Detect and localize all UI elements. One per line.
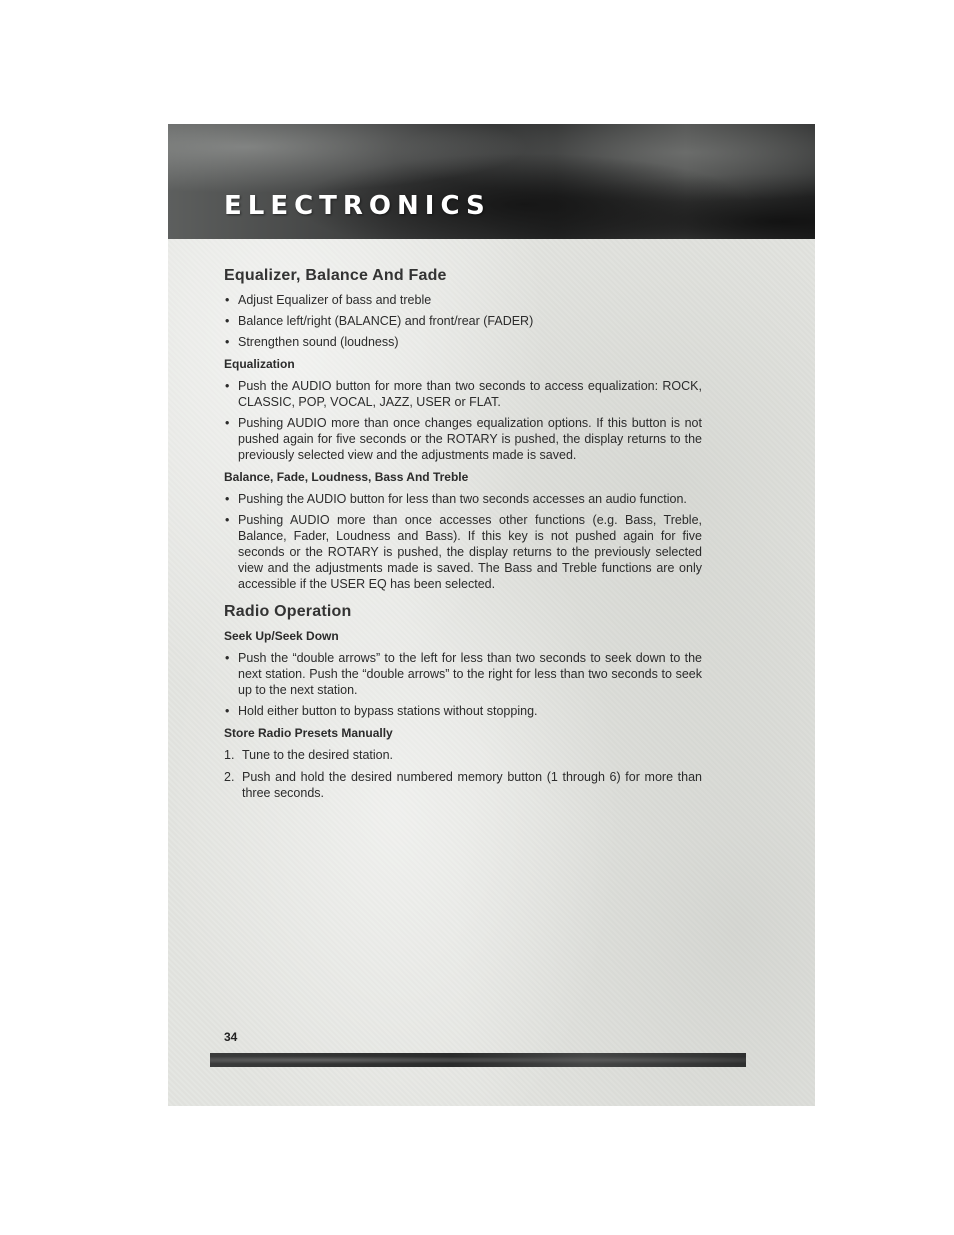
subheading-presets: Store Radio Presets Manually xyxy=(224,726,393,740)
subheading-seek: Seek Up/Seek Down xyxy=(224,629,339,643)
step-text: Tune to the desired station. xyxy=(242,748,394,762)
list-item: • Pushing AUDIO more than once accesses other functions (e.g. Bass, Treble, Balance, Fader, Loudness and Bass). If this key is not pushed again for five seconds or the ROTARY is pushed, the display returns to the previously selected view and the adjustments made is saved. The Bass and Treble functions are only accessible if the USER EQ has been selected. xyxy=(224,512,702,592)
page-number: 34 xyxy=(224,1030,238,1044)
list-item: • Pushing AUDIO more than once changes equalization options. If this button is not pushed again for five seconds or the ROTARY is pushed, the display returns to the previously selected view and the adjustments made is saved. xyxy=(224,415,702,463)
step-number: 2. xyxy=(224,770,235,784)
subheading-equalization: Equalization xyxy=(224,357,295,371)
presets-steps xyxy=(224,747,702,801)
subheading-balance: Balance, Fade, Loudness, Bass And Treble xyxy=(224,470,469,484)
balance-list xyxy=(224,491,702,592)
footer-band xyxy=(210,1053,746,1067)
step-text: Push and hold the desired numbered memory button (1 through 6) for more than three seconds. xyxy=(242,770,702,800)
heading-radio-operation: Radio Operation xyxy=(224,603,352,620)
step-item xyxy=(224,747,702,763)
list-item: • Strengthen sound (loudness) xyxy=(224,334,702,350)
header-band xyxy=(168,124,815,239)
list-item: • Balance left/right (BALANCE) and front/rear (FADER) xyxy=(224,313,702,329)
list-item: • Push the AUDIO button for more than two seconds to access equalization: ROCK, CLASSIC, POP, VOCAL, JAZZ, USER or FLAT. xyxy=(224,378,702,410)
page-content xyxy=(224,266,702,807)
heading-equalizer: Equalizer, Balance And Fade xyxy=(224,267,447,284)
step-item xyxy=(224,769,702,801)
list-item: • Push the “double arrows” to the left for less than two seconds to seek down to the next station. Push the “double arrows” to the right for less than two seconds to seek up to the next station. xyxy=(224,650,702,698)
list-item: • Hold either button to bypass stations without stopping. xyxy=(224,703,702,719)
chapter-title: ELECTRONICS xyxy=(224,191,491,221)
list-item: • Adjust Equalizer of bass and treble xyxy=(224,292,702,308)
manual-page xyxy=(168,124,815,1106)
seek-list xyxy=(224,650,702,719)
equalization-list xyxy=(224,378,702,463)
equalizer-list xyxy=(224,292,702,350)
step-number: 1. xyxy=(224,748,235,762)
list-item: • Pushing the AUDIO button for less than two seconds accesses an audio function. xyxy=(224,491,702,507)
